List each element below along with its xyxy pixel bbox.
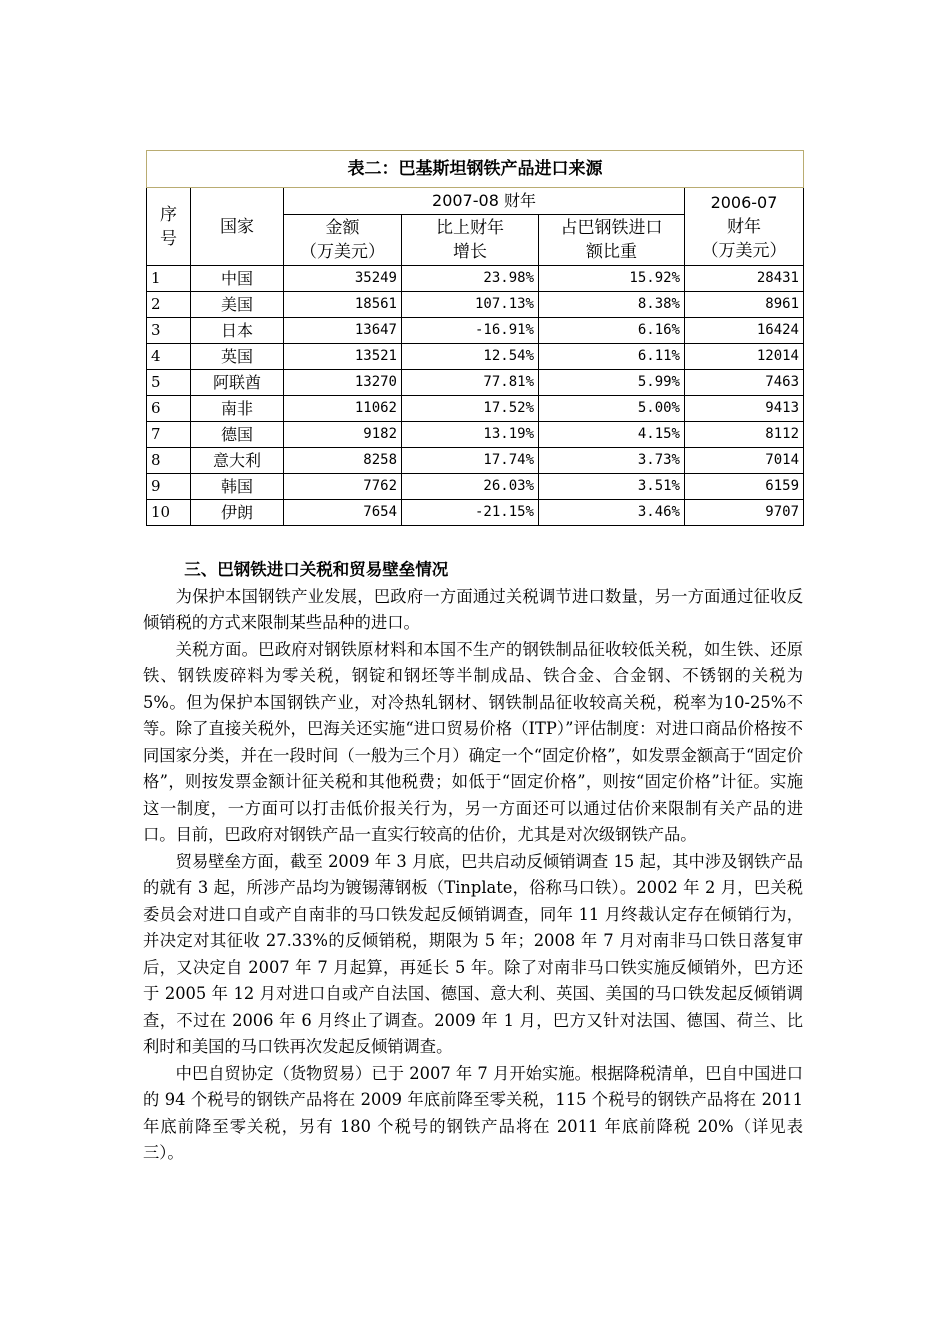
row-share: 6.16% <box>539 318 685 344</box>
row-prev-amount: 9413 <box>685 396 804 422</box>
row-growth: 17.74% <box>402 448 539 474</box>
row-growth: 77.81% <box>402 370 539 396</box>
row-country: 伊朗 <box>191 500 284 526</box>
row-country: 中国 <box>191 266 284 292</box>
header-index: 序 号 <box>147 188 191 266</box>
row-growth: 23.98% <box>402 266 539 292</box>
row-growth: 107.13% <box>402 292 539 318</box>
row-country: 美国 <box>191 292 284 318</box>
row-index: 4 <box>147 344 191 370</box>
paragraph: 关税方面。巴政府对钢铁原材料和本国不生产的钢铁制品征收较低关税，如生铁、还原铁、钢铁废碎料为零关税，钢锭和钢坯等半制成品、铁合金、合金钢、不锈钢的关税为5%。但为保护本国钢铁产业，对冷热轧钢材、钢铁制品征收较高关税，税率为10-25%不等。除了直接关税外，巴海关还实施“进口贸易价格（ITP）”评估制度：对进口商品价格按不同国家分类，并在一段时间（一般为三个月）确定一个“固定价格”，如发票金额高于“固定价格”，则按发票金额计征关税和其他税费；如低于“固定价格”，则按“固定价格”计征。实施这一制度，一方面可以打击低价报关行为，另一方面还可以通过估价来限制有关产品的进口。目前，巴政府对钢铁产品一直实行较高的估价，尤其是对次级钢铁产品。 <box>143 639 803 844</box>
paragraph: 为保护本国钢铁产业发展，巴政府一方面通过关税调节进口数量，另一方面通过征收反倾销税的方式来限制某些品种的进口。 <box>143 586 803 632</box>
row-country: 意大利 <box>191 448 284 474</box>
row-prev-amount: 6159 <box>685 474 804 500</box>
row-growth: -16.91% <box>402 318 539 344</box>
table-row <box>147 370 804 396</box>
row-index: 1 <box>147 266 191 292</box>
row-amount: 35249 <box>284 266 402 292</box>
row-amount: 9182 <box>284 422 402 448</box>
row-share: 6.11% <box>539 344 685 370</box>
row-index: 2 <box>147 292 191 318</box>
paragraph: 贸易壁垒方面，截至 2009 年 3 月底，巴共启动反倾销调查 15 起，其中涉及钢铁产品的就有 3 起，所涉产品均为镀锡薄钢板（Tinplate，俗称马口铁）。2002 年 2 月，巴关税委员会对进口自或产自南非的马口铁发起反倾销调查，同年 11 月终裁认定存在倾销行为，并决定对其征收 27.33%的反倾销税，期限为 5 年；2008 年 7 月对南非马口铁日落复审后，又决定自 2007 年 7 月起算，再延长 5 年。除了对南非马口铁实施反倾销外，巴方还于 2005 年 12 月对进口自或产自法国、德国、意大利、英国、美国的马口铁发起反倾销调查，不过在 2006 年 6 月终止了调查。2009 年 1 月，巴方又针对法国、德国、荷兰、比利时和美国的马口铁再次发起反倾销调查。 <box>143 851 803 1056</box>
row-prev-amount: 16424 <box>685 318 804 344</box>
table-row <box>147 500 804 526</box>
paragraph: 中巴自贸协定（货物贸易）已于 2007 年 7 月开始实施。根据降税清单，巴自中国进口的 94 个税号的钢铁产品将在 2009 年底前降至零关税，115 个税号的钢铁产品将在 2011 年底前降至零关税，另有 180 个税号的钢铁产品将在 2011 年底前降税 20%（详见表三）。 <box>143 1063 803 1162</box>
row-prev-amount: 7463 <box>685 370 804 396</box>
table-title: 表二：巴基斯坦钢铁产品进口来源 <box>147 151 804 188</box>
row-share: 15.92% <box>539 266 685 292</box>
row-share: 3.46% <box>539 500 685 526</box>
section-heading: 三、巴钢铁进口关税和贸易壁垒情况 <box>184 560 449 579</box>
row-prev-amount: 8961 <box>685 292 804 318</box>
row-country: 韩国 <box>191 474 284 500</box>
header-share: 占巴钢铁进口 额比重 <box>539 215 685 266</box>
row-index: 7 <box>147 422 191 448</box>
row-index: 3 <box>147 318 191 344</box>
header-2006-07: 2006-07 财年 （万美元） <box>685 188 804 266</box>
row-growth: 26.03% <box>402 474 539 500</box>
row-index: 9 <box>147 474 191 500</box>
row-amount: 13521 <box>284 344 402 370</box>
row-prev-amount: 28431 <box>685 266 804 292</box>
table-row <box>147 292 804 318</box>
row-growth: 17.52% <box>402 396 539 422</box>
table-row <box>147 344 804 370</box>
row-amount: 18561 <box>284 292 402 318</box>
row-prev-amount: 9707 <box>685 500 804 526</box>
row-share: 3.51% <box>539 474 685 500</box>
row-share: 3.73% <box>539 448 685 474</box>
row-prev-amount: 7014 <box>685 448 804 474</box>
row-share: 8.38% <box>539 292 685 318</box>
row-country: 阿联酋 <box>191 370 284 396</box>
row-growth: 12.54% <box>402 344 539 370</box>
row-share: 4.15% <box>539 422 685 448</box>
row-index: 5 <box>147 370 191 396</box>
steel-imports-table <box>146 150 804 526</box>
row-amount: 7762 <box>284 474 402 500</box>
row-prev-amount: 8112 <box>685 422 804 448</box>
header-country: 国家 <box>191 188 284 266</box>
row-country: 德国 <box>191 422 284 448</box>
header-2007-08: 2007-08 财年 <box>284 188 685 215</box>
row-index: 10 <box>147 500 191 526</box>
header-growth: 比上财年 增长 <box>402 215 539 266</box>
row-growth: 13.19% <box>402 422 539 448</box>
table-row <box>147 422 804 448</box>
row-amount: 13647 <box>284 318 402 344</box>
row-country: 英国 <box>191 344 284 370</box>
row-share: 5.99% <box>539 370 685 396</box>
table-row <box>147 396 804 422</box>
row-prev-amount: 12014 <box>685 344 804 370</box>
table-row <box>147 318 804 344</box>
row-amount: 8258 <box>284 448 402 474</box>
section-body <box>143 557 803 1167</box>
row-amount: 11062 <box>284 396 402 422</box>
row-country: 南非 <box>191 396 284 422</box>
table-row <box>147 266 804 292</box>
row-amount: 13270 <box>284 370 402 396</box>
row-index: 6 <box>147 396 191 422</box>
row-amount: 7654 <box>284 500 402 526</box>
row-country: 日本 <box>191 318 284 344</box>
row-index: 8 <box>147 448 191 474</box>
header-amount: 金额 （万美元） <box>284 215 402 266</box>
row-growth: -21.15% <box>402 500 539 526</box>
table-row <box>147 474 804 500</box>
row-share: 5.00% <box>539 396 685 422</box>
table-row <box>147 448 804 474</box>
